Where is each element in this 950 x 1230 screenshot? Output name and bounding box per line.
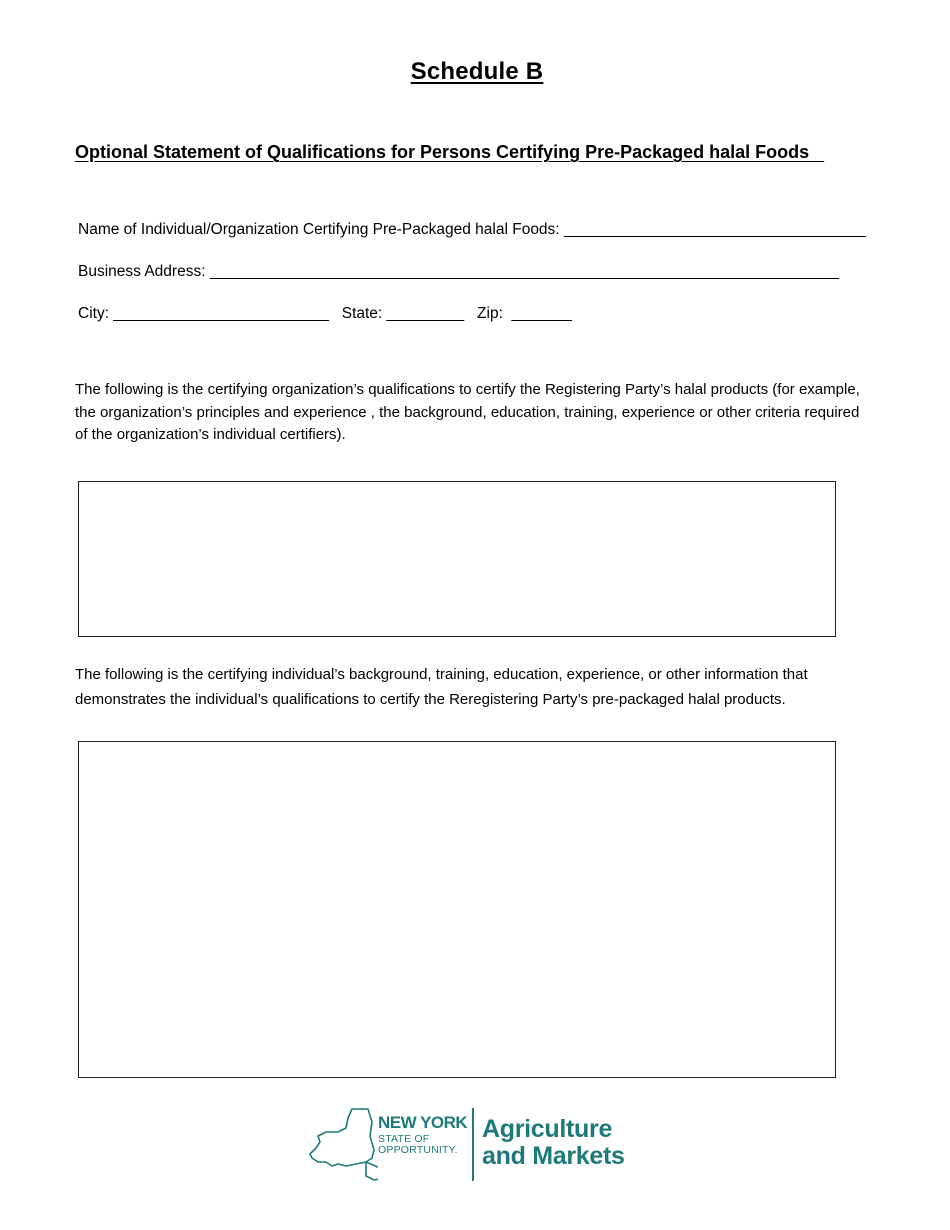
individual-qualifications-box[interactable]: [78, 741, 836, 1078]
agency-logo: [308, 1106, 648, 1184]
ny-logo-line-2: OPPORTUNITY.: [378, 1144, 458, 1156]
agency-name: [482, 1116, 625, 1170]
new-york-state-outline-icon: [308, 1106, 378, 1184]
business-address-field[interactable]: Business Address: _________________________________________________________________________: [78, 263, 840, 280]
form-subtitle: Optional Statement of Qualifications for Persons Certifying Pre-Packaged halal Foods: [75, 142, 825, 162]
ny-logo-subtitle: [378, 1134, 458, 1156]
agency-name-line-2: and Markets: [482, 1142, 625, 1170]
page-title: Schedule B: [410, 58, 544, 85]
organization-qualifications-box[interactable]: [78, 481, 836, 637]
agency-name-line-1: Agriculture: [482, 1115, 613, 1143]
logo-divider: [472, 1108, 474, 1181]
individual-qualifications-text: The following is the certifying individual’s background, training, education, experience, or other information that demonstrates the individual’s qualifications to certify the Reregistering Party’s pre-packaged halal products.: [75, 666, 808, 708]
certifier-name-field[interactable]: Name of Individual/Organization Certifying Pre-Packaged halal Foods: ___________________________________: [78, 221, 866, 238]
city-state-zip-field[interactable]: City: _________________________ State: _________ Zip: _______: [78, 305, 572, 322]
ny-logo-line-1: STATE OF: [378, 1133, 430, 1145]
ny-logo-title: NEW YORK: [378, 1113, 468, 1132]
organization-qualifications-text: The following is the certifying organization’s qualifications to certify the Registering Party’s halal products (for example, the organization’s principles and experience , the background, education, training, experience or other criteria required of the organization’s individual certifiers).: [75, 381, 860, 443]
